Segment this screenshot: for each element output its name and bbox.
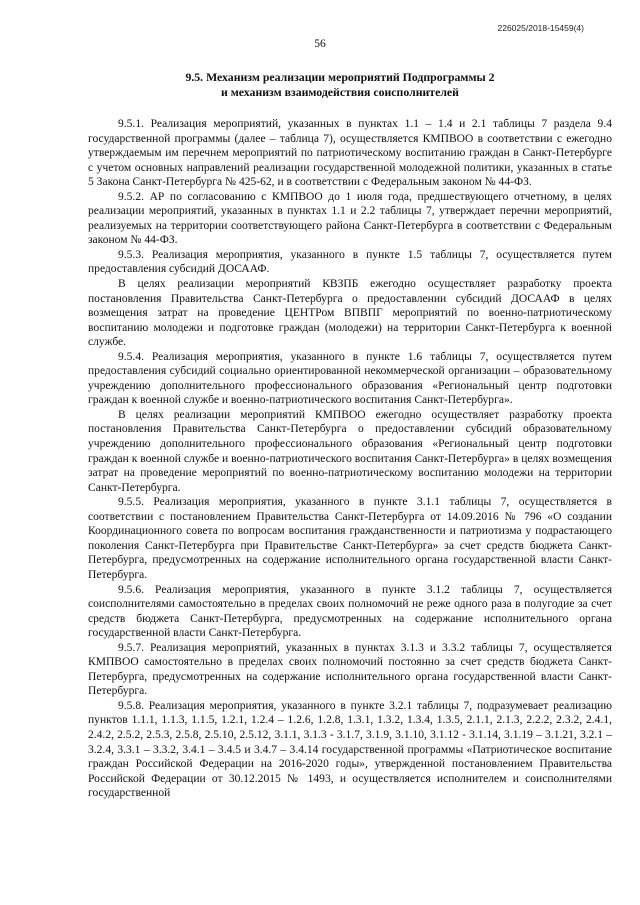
- document-body: [88, 117, 612, 801]
- paragraph-9-5-1: 9.5.1. Реализация мероприятий, указанных в пунктах 1.1 – 1.4 и 2.1 таблицы 7 раздела 9.4 государственной программы (далее – таблица 7), осуществляется КМПВОО в соответствии с ежегодно утверждаемым им перечнем мероприятий по патриотическому воспитанию граждан в Санкт-Петербурге с учетом основных направлений реализации государственной молодежной политики, указанных в статье 5 Закона Санкт-Петербурга № 425-62, и в соответствии с Федеральным законом № 44-ФЗ.: [88, 118, 612, 189]
- page-number: 56: [314, 38, 326, 50]
- paragraph-9-5-4: 9.5.4. Реализация мероприятия, указанного в пункте 1.6 таблицы 7, осуществляется путем предоставления субсидий социально ориентированной некоммерческой организации – образовательному учреждению дополнительного профессионального образования «Региональный центр подготовки граждан к военной службе и военно-патриотического воспитания Санкт-Петербурга».: [88, 350, 612, 407]
- paragraph-9-5-6: 9.5.6. Реализация мероприятия, указанного в пункте 3.1.2 таблицы 7, осуществляется соисполнителями самостоятельно в пределах своих полномочий не реже одного раза в полугодие за счет средств бюджета Санкт-Петербурга, предусмотренных на содержание исполнительного органа государственной власти Санкт-Петербурга.: [88, 583, 612, 640]
- paragraph-9-5-7: 9.5.7. Реализация мероприятий, указанных в пунктах 3.1.3 и 3.3.2 таблицы 7, осуществляется КМПВОО самостоятельно в пределах своих полномочий постоянно за счет средств бюджета Санкт-Петербурга, предусмотренных на содержание исполнительного органа государственной власти Санкт-Петербурга.: [88, 641, 612, 698]
- section-heading: [90, 70, 590, 100]
- paragraph-9-5-3: 9.5.3. Реализация мероприятия, указанного в пункте 1.5 таблицы 7, осуществляется путем предоставления субсидий ДОСААФ.: [88, 248, 612, 276]
- paragraph-9-5-2: 9.5.2. АР по согласованию с КМПВОО до 1 июля года, предшествующего отчетному, в целях реализации мероприятий, указанных в пунктах 1.1 и 2.2 таблицы 7, утверждает перечни мероприятий, реализуемых на территории соответствующего района Санкт-Петербурга в соответствии с Федеральным законом № 44-ФЗ.: [88, 190, 612, 247]
- paragraph-kvzpb: В целях реализации мероприятий КВЗПБ ежегодно осуществляет разработку проекта постановления Правительства Санкт-Петербурга о предоставлении субсидий ДОСААФ в целях возмещения затрат на проведение ЦЕНТРом ВПВПГ мероприятий по военно-патриотическому воспитанию молодежи и подготовке граждан (молодежи) на территории Санкт-Петербурга к военной службе.: [88, 278, 612, 349]
- section-heading-line-1: 9.5. Механизм реализации мероприятий Подпрограммы 2: [185, 70, 495, 84]
- document-number: 226025/2018-15459(4): [497, 23, 584, 33]
- section-heading-line-2: и механизм взаимодействия соисполнителей: [221, 85, 459, 99]
- paragraph-9-5-5: 9.5.5. Реализация мероприятия, указанного в пункте 3.1.1 таблицы 7, осуществляется в соответствии с постановлением Правительства Санкт-Петербурга от 14.09.2016 № 796 «О создании Координационного совета по вопросам воспитания гражданственности и патриотизма у подрастающего поколения Санкт-Петербурга при Правительстве Санкт-Петербурга» за счет средств бюджета Санкт-Петербурга, предусмотренных на содержание исполнительного органа государственной власти Санкт-Петербурга.: [88, 496, 612, 581]
- paragraph-9-5-8: 9.5.8. Реализация мероприятия, указанного в пункте 3.2.1 таблицы 7, подразумевает реализацию пунктов 1.1.1, 1.1.3, 1.1.5, 1.2.1, 1.2.4 – 1.2.6, 1.2.8, 1.3.1, 1.3.2, 1.3.4, 1.3.5, 2.1.1, 2.1.3, 2.2.2, 2.3.2, 2.4.1, 2.4.2, 2.5.2, 2.5.3, 2.5.8, 2.5.10, 2.5.12, 3.1.1, 3.1.3 - 3.1.7, 3.1.9, 3.1.10, 3.1.12 - 3.1.14, 3.1.19 – 3.1.21, 3.2.1 – 3.2.4, 3.3.1 – 3.3.2, 3.4.1 – 3.4.5 и 3.4.7 – 3.4.14 государственной программы «Патриотическое воспитание граждан Российской Федерации на 2016-2020 годы», утвержденной постановлением Правительства Российской Федерации от 30.12.2015 № 1493, и осуществляется исполнителем и соисполнителями государственной: [88, 699, 612, 800]
- paragraph-kmpvoo: В целях реализации мероприятий КМПВОО ежегодно осуществляет разработку проекта постановления Правительства Санкт-Петербурга о предоставлении субсидий образовательному учреждению дополнительного профессионального образования «Региональный центр подготовки граждан к военной службе и военно-патриотического воспитания Санкт-Петербурга» в целях возмещения затрат на проведение мероприятий по военно-патриотическому воспитанию молодежи на территории Санкт-Петербурга.: [88, 408, 612, 494]
